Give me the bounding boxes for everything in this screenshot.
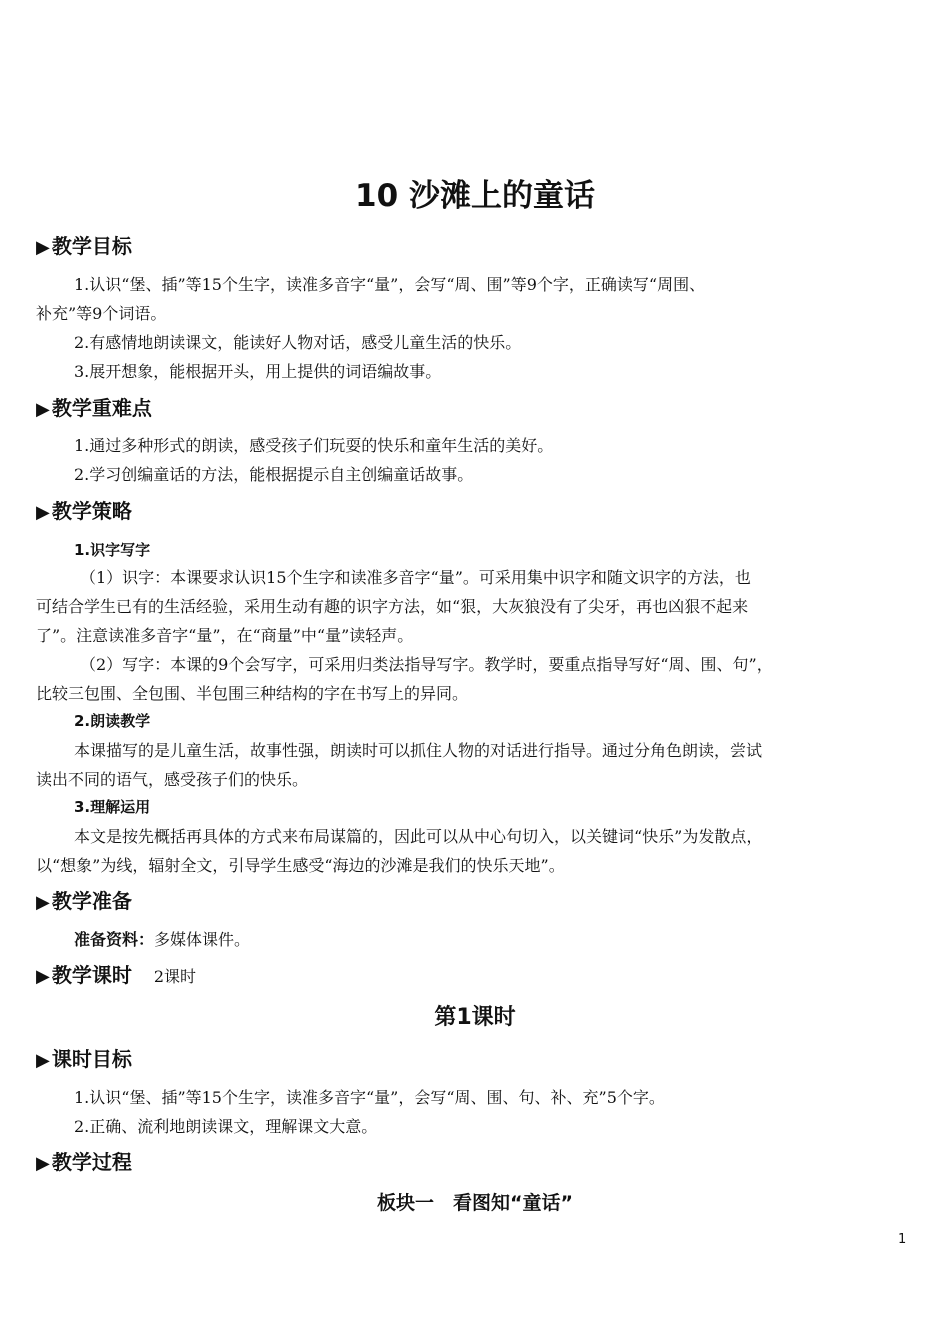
strategy-line: 可结合学生已有的生活经验，采用生动有趣的识字方法，如“狠，大灰狼没有了尖牙，再也凶狠不起来 [36, 597, 749, 616]
lesson-goal-line: 2.正确、流利地朗读课文，理解课文大意。 [74, 1117, 378, 1136]
goal-line: 补充”等9个词语。 [36, 304, 167, 323]
section-heading-hours: ▶ 教学课时 2课时 [36, 963, 197, 987]
strategy-line: 本文是按先概括再具体的方式来布局谋篇的，因此可以从中心句切入，以关键词“快乐”为发散点， [74, 827, 763, 846]
strategy-line: 本课描写的是儿童生活，故事性强，朗读时可以抓住人物的对话进行指导。通过分角色朗读，尝试 [74, 741, 763, 760]
strategy-line: 比较三包围、全包围、半包围三种结构的字在书写上的异同。 [36, 684, 469, 703]
section-heading-key-points: ▶ 教学重难点 [36, 396, 152, 420]
prep-line [36, 925, 950, 954]
arrow-icon: ▶ [36, 892, 50, 913]
arrow-icon: ▶ [36, 1153, 50, 1174]
key-point-line: 1.通过多种形式的朗读，感受孩子们玩耍的快乐和童年生活的美好。 [74, 436, 554, 455]
section-heading-goals: ▶ 教学目标 [36, 234, 132, 258]
goal-line: 2.有感情地朗读课文，能读好人物对话，感受儿童生活的快乐。 [74, 333, 522, 352]
section-heading-prep: ▶ 教学准备 [36, 889, 132, 913]
hours-value: 2课时 [153, 967, 197, 986]
strategy-subheading: 2.朗读教学 [74, 712, 151, 730]
goal-line: 1.认识“堡、插”等15个生字，读准多音字“量”，会写“周、围”等9个字，正确读写“周围、 [74, 275, 706, 294]
strategy-line: 以“想象”为线，辐射全文，引导学生感受“海边的沙滩是我们的快乐天地”。 [36, 856, 565, 875]
strategy-line: 读出不同的语气，感受孩子们的快乐。 [36, 770, 309, 789]
prep-label: 准备资料： [74, 930, 155, 949]
arrow-icon: ▶ [36, 966, 50, 987]
arrow-icon: ▶ [36, 399, 50, 420]
section-heading-process: ▶ 教学过程 [36, 1150, 132, 1174]
lesson-title: 10 沙滩上的童话 [355, 178, 595, 214]
key-point-line: 2.学习创编童话的方法，能根据提示自主创编童话故事。 [74, 465, 474, 484]
section-heading-lesson-goals: ▶ 课时目标 [36, 1047, 132, 1071]
prep-value: 多媒体课件。 [154, 930, 251, 949]
strategy-subheading: 3.理解运用 [74, 798, 151, 816]
strategy-line: 了”。注意读准多音字“量”，在“商量”中“量”读轻声。 [36, 626, 414, 645]
lesson-period-heading: 第1课时 [434, 1005, 516, 1030]
goal-line: 3.展开想象，能根据开头，用上提供的词语编故事。 [74, 362, 442, 381]
section-heading-strategy: ▶ 教学策略 [36, 499, 132, 523]
block-heading: 板块一 看图知“童话” [377, 1192, 573, 1214]
arrow-icon: ▶ [36, 1050, 50, 1071]
page-number: 1 [898, 1232, 907, 1247]
arrow-icon: ▶ [36, 502, 50, 523]
lesson-goal-line: 1.认识“堡、插”等15个生字，读准多音字“量”，会写“周、围、句、补、充”5个字。 [74, 1088, 665, 1107]
strategy-line: （2）写字：本课的9个会写字，可采用归类法指导写字。教学时，要重点指导写好“周、围、句”， [80, 655, 773, 674]
arrow-icon: ▶ [36, 237, 50, 258]
strategy-subheading: 1.识字写字 [74, 541, 151, 559]
strategy-line: （1）识字：本课要求认识15个生字和读准多音字“量”。可采用集中识字和随文识字的方法，也 [80, 568, 751, 587]
